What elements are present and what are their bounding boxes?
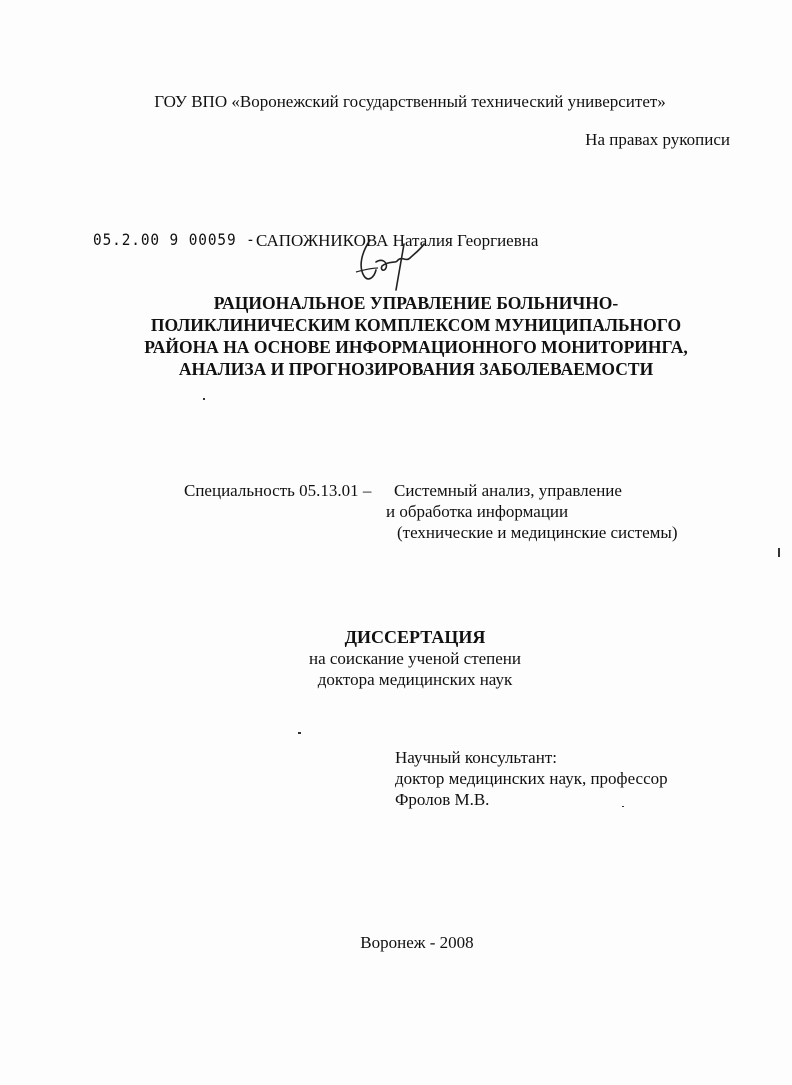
degree-purpose-line: на соискание ученой степени: [308, 649, 522, 668]
registration-code-stamp: 05.2.00 9 00059 -: [93, 230, 256, 249]
scan-speck: [203, 398, 205, 400]
city-and-year: Воронеж - 2008: [360, 933, 474, 952]
specialty-line-3: (технические и медицинские системы): [397, 523, 678, 542]
title-line: РАЦИОНАЛЬНОЕ УПРАВЛЕНИЕ БОЛЬНИЧНО-: [213, 293, 619, 313]
specialty-line-2: и обработка информации: [386, 502, 569, 521]
consultant-name: Фролов М.В.: [395, 790, 490, 809]
title-line: ПОЛИКЛИНИЧЕСКИМ КОМПЛЕКСОМ МУНИЦИПАЛЬНОГО: [150, 315, 682, 335]
dissertation-heading: ДИССЕРТАЦИЯ: [344, 627, 486, 647]
author-name: САПОЖНИКОВА Наталия Георгиевна: [256, 231, 539, 250]
consultant-label: Научный консультант:: [395, 748, 557, 767]
scan-speck: [778, 548, 780, 557]
title-line: РАЙОНА НА ОСНОВЕ ИНФОРМАЦИОННОГО МОНИТОРИНГА,: [144, 337, 688, 357]
degree-name-line: доктора медицинских наук: [317, 670, 513, 689]
manuscript-rights-note: На правах рукописи: [585, 130, 730, 149]
dissertation-title: [126, 292, 706, 380]
specialty-label: Специальность 05.13.01 –: [184, 481, 372, 500]
scan-speck: [298, 732, 301, 734]
specialty-line-1: Системный анализ, управление: [394, 481, 622, 500]
consultant-degree: доктор медицинских наук, профессор: [395, 769, 668, 788]
scan-speck: [622, 806, 624, 807]
institution-name: ГОУ ВПО «Воронежский государственный технический университет»: [154, 92, 666, 111]
handwritten-signature-icon: [340, 232, 430, 292]
title-line: АНАЛИЗА И ПРОГНОЗИРОВАНИЯ ЗАБОЛЕВАЕМОСТИ: [178, 359, 654, 379]
